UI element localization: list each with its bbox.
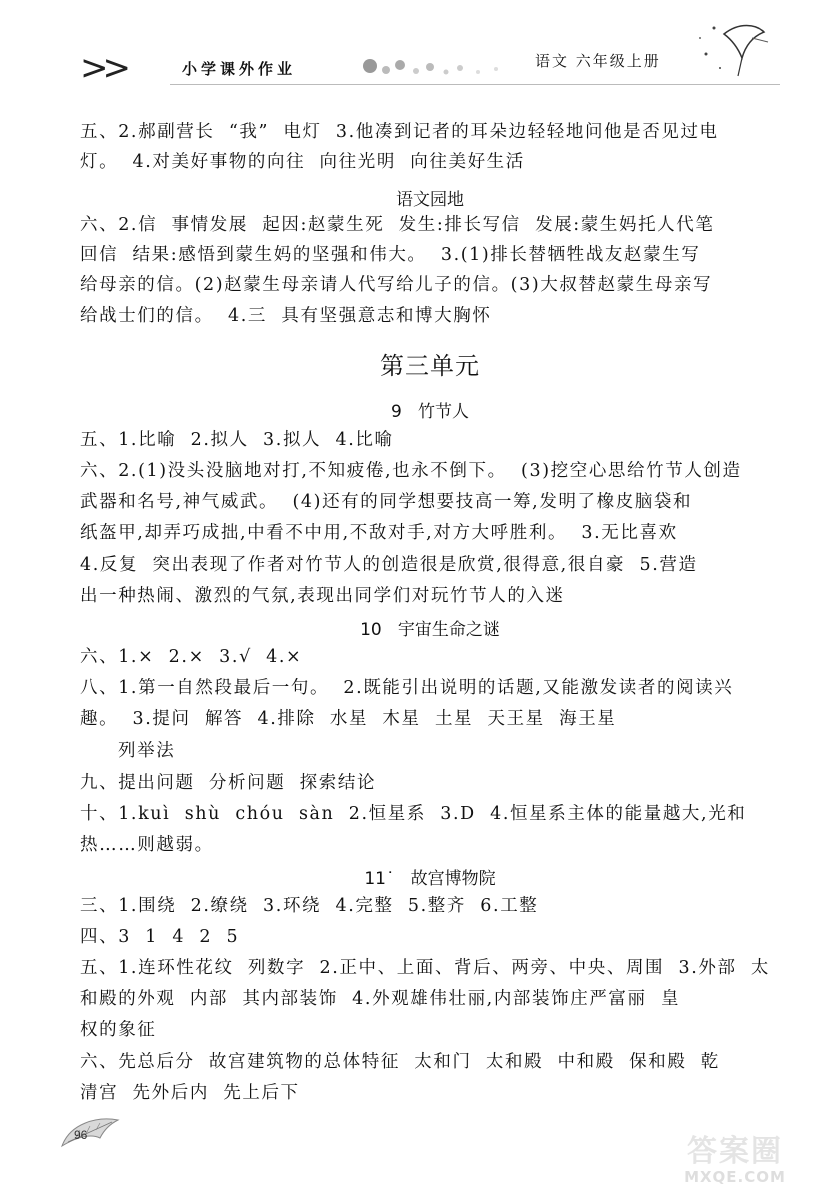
watermark-logo xyxy=(680,1126,790,1190)
watermark-text: 答案圈 xyxy=(687,1134,783,1169)
subject-grade: 语文 六年级上册 xyxy=(535,52,661,70)
answer-line: 三、1.围绕 2.缭绕 3.环绕 4.完整 5.整齐 6.工整 xyxy=(80,896,539,916)
answer-line: 九、提出问题 分析问题 探索结论 xyxy=(80,773,377,793)
series-title: 小学课外作业 xyxy=(182,60,297,78)
answer-line: 武器和名号,神气威武。 (4)还有的同学想要技高一筹,发明了橡皮脑袋和 xyxy=(80,492,693,512)
answer-line: 权的象征 xyxy=(80,1020,157,1040)
answer-line: 和殿的外观 内部 其内部装饰 4.外观雄伟壮丽,内部装饰庄严富丽 皇 xyxy=(80,989,681,1009)
page-header xyxy=(0,0,824,100)
page-number: 96 xyxy=(74,1128,88,1142)
doodle-decoration-icon xyxy=(694,14,774,84)
header-divider xyxy=(170,84,780,85)
answer-line: 出一种热闹、激烈的气氛,表现出同学们对玩竹节人的入迷 xyxy=(80,586,565,606)
watermark-url: MXQE.COM xyxy=(684,1168,786,1186)
answer-line: 给战士们的信。 4.三 具有坚强意志和博大胸怀 xyxy=(80,306,492,326)
unit-title: 第三单元 xyxy=(380,352,480,380)
answer-line: 4.反复 突出表现了作者对竹节人的创造很是欣赏,很得意,很自豪 5.营造 xyxy=(80,555,698,575)
answer-line: 六、2.(1)没头没脑地对打,不知疲倦,也永不倒下。 (3)挖空心思给竹节人创造 xyxy=(80,461,742,481)
answer-line: 四、3 1 4 2 5 xyxy=(80,927,240,947)
answer-line: 五、2.郝副营长 “我” 电灯 3.他凑到记者的耳朵边轻轻地问他是否见过电 xyxy=(80,122,719,142)
section-heading-yuwen-yuandi: 语文园地 xyxy=(396,190,464,210)
answer-line: 热……则越弱。 xyxy=(80,835,214,855)
answer-line: 回信 结果:感悟到蒙生妈的坚强和伟大。 3.(1)排长替牺牲战友赵蒙生写 xyxy=(80,245,701,265)
answer-line: 五、1.连环性花纹 列数字 2.正中、上面、背后、两旁、中央、周围 3.外部 太 xyxy=(80,958,770,978)
answer-line: 灯。 4.对美好事物的向往 向往光明 向往美好生活 xyxy=(80,152,525,172)
lesson-heading-9: 9 竹节人 xyxy=(390,402,470,422)
chevron-right-icon: >> xyxy=(80,48,125,88)
answer-line: 八、1.第一自然段最后一句。 2.既能引出说明的话题,又能激发读者的阅读兴 xyxy=(80,678,734,698)
leaf-ornament-icon xyxy=(56,1112,126,1154)
answer-line: 清宫 先外后内 先上后下 xyxy=(80,1083,300,1103)
answer-line: 五、1.比喻 2.拟人 3.拟人 4.比喻 xyxy=(80,430,394,450)
answer-line: 十、1.kuì shù chóu sàn 2.恒星系 3.D 4.恒星系主体的能量越大,光和 xyxy=(80,804,747,824)
answer-line: 纸盔甲,却弄巧成拙,中看不中用,不敌对手,对方大呼胜利。 3.无比喜欢 xyxy=(80,523,678,543)
dots-decoration-icon xyxy=(360,56,510,80)
lesson-heading-10: 10 宇宙生命之谜 xyxy=(360,620,500,640)
answer-line: 六、先总后分 故宫建筑物的总体特征 太和门 太和殿 中和殿 保和殿 乾 xyxy=(80,1052,720,1072)
answer-line: 六、1.× 2.× 3.√ 4.× xyxy=(80,647,303,667)
answer-line: 列举法 xyxy=(118,741,176,761)
lesson-heading-11: 11˙ 故宫博物院 xyxy=(364,869,496,889)
answer-line: 六、2.信 事情发展 起因:赵蒙生死 发生:排长写信 发展:蒙生妈托人代笔 xyxy=(80,215,715,235)
answer-line: 趣。 3.提问 解答 4.排除 水星 木星 土星 天王星 海王星 xyxy=(80,709,617,729)
answer-line: 给母亲的信。(2)赵蒙生母亲请人代写给儿子的信。(3)大叔替赵蒙生母亲写 xyxy=(80,275,713,295)
